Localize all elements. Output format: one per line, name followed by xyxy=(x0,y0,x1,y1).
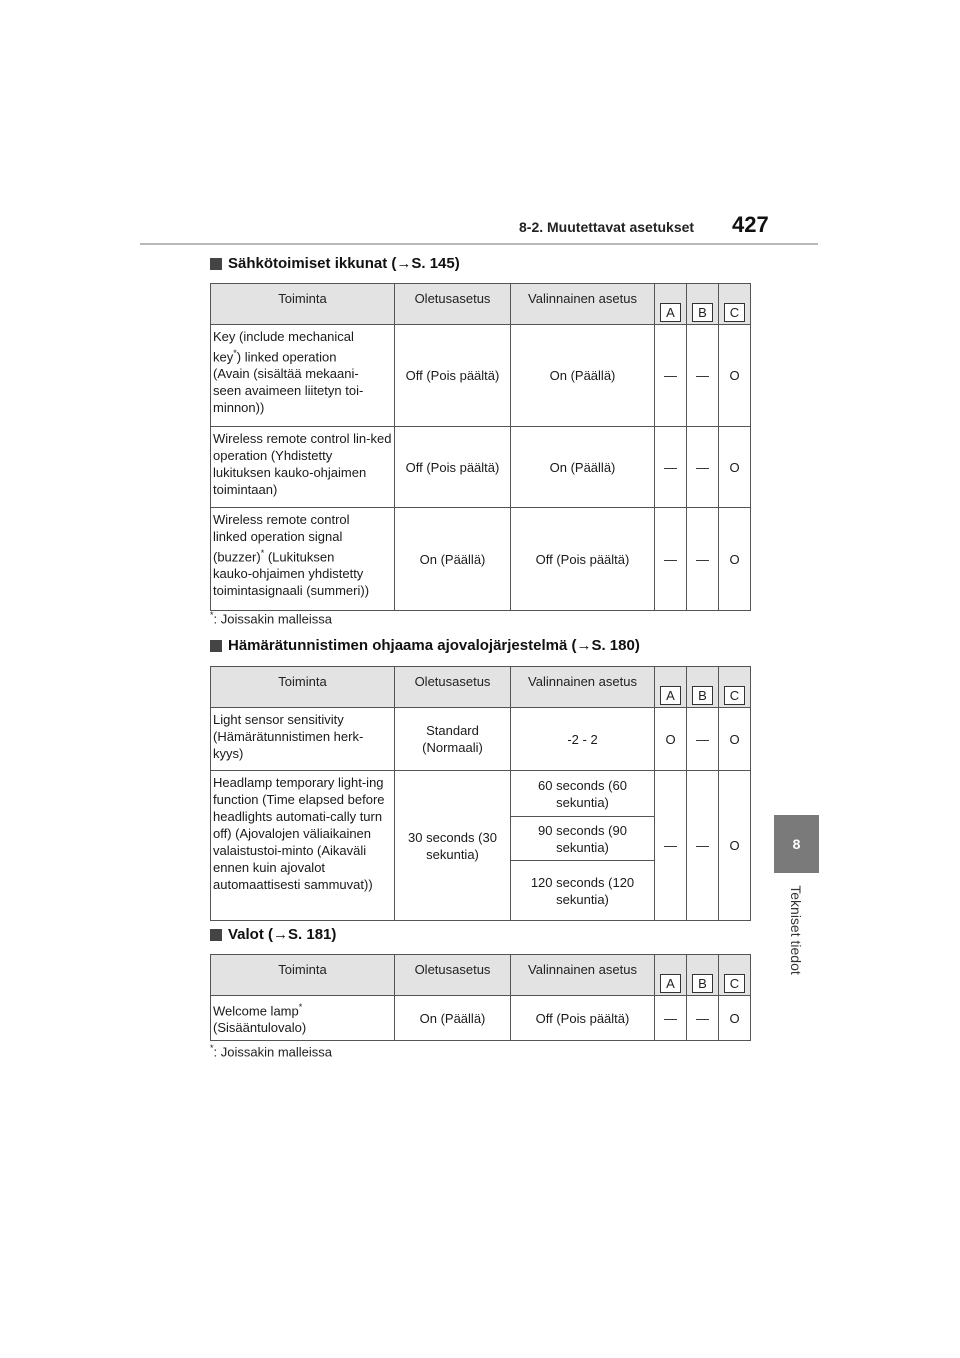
function-text: Wireless remote control xyxy=(213,512,350,527)
letter-a-badge: A xyxy=(660,974,681,993)
optional-cell: On (Päällä) xyxy=(511,427,655,508)
settings-table-power-windows xyxy=(210,283,751,611)
footnote xyxy=(210,1043,332,1059)
default-cell: Off (Pois päältä) xyxy=(395,325,511,427)
function-cell: Light sensor sensitivity (Hämärätunnistimen herk-kyys) xyxy=(211,708,395,771)
section-title-power-windows xyxy=(210,255,460,272)
col-header-b xyxy=(687,955,719,996)
function-cell xyxy=(211,325,395,427)
section-title-text: Hämärätunnistimen ohjaama ajovalojärjestelmä (→S. 180) xyxy=(228,637,640,654)
settings-table-light-sensor xyxy=(210,666,751,921)
letter-b-badge: B xyxy=(692,686,713,705)
col-header-function: Toiminta xyxy=(211,284,395,325)
footnote-marker: * xyxy=(233,348,237,358)
b-cell: — xyxy=(687,996,719,1041)
table-header-row xyxy=(211,667,751,708)
function-text: (Lukituksen xyxy=(264,549,335,565)
function-cell xyxy=(211,996,395,1041)
table-row xyxy=(211,996,751,1041)
col-header-a xyxy=(655,955,687,996)
col-header-c xyxy=(719,667,751,708)
col-header-b xyxy=(687,284,719,325)
table-row xyxy=(211,771,751,817)
header-divider xyxy=(140,243,818,245)
table-row xyxy=(211,427,751,508)
c-cell: O xyxy=(719,771,751,921)
settings-table-lights xyxy=(210,954,751,1041)
letter-a-badge: A xyxy=(660,303,681,322)
a-cell: O xyxy=(655,708,687,771)
table-row xyxy=(211,508,751,611)
optional-cell: 90 seconds (90 sekuntia) xyxy=(511,817,655,861)
b-cell: — xyxy=(687,508,719,611)
square-bullet-icon xyxy=(210,929,222,941)
function-text: Key (include mechanical xyxy=(213,329,354,344)
a-cell: — xyxy=(655,996,687,1041)
b-cell: — xyxy=(687,427,719,508)
chapter-heading: 8-2. Muutettavat asetukset xyxy=(519,219,695,235)
col-header-c xyxy=(719,955,751,996)
function-text: ) linked operation xyxy=(236,349,337,365)
c-cell: O xyxy=(719,996,751,1041)
b-cell: — xyxy=(687,708,719,771)
default-cell: 30 seconds (30 sekuntia) xyxy=(395,771,511,921)
function-text: minnon)) xyxy=(213,400,265,416)
col-header-default: Oletusasetus xyxy=(395,667,511,708)
letter-c-badge: C xyxy=(724,303,745,322)
function-cell: Wireless remote control lin-ked operation (Yhdistetty lukituksen kauko-ohjaimen toimintaan) xyxy=(211,427,395,508)
col-header-optional: Valinnainen asetus xyxy=(511,667,655,708)
b-cell: — xyxy=(687,771,719,921)
letter-a-badge: A xyxy=(660,686,681,705)
a-cell: — xyxy=(655,771,687,921)
section-title-text: Sähkötoimiset ikkunat (→S. 145) xyxy=(228,255,460,272)
a-cell: — xyxy=(655,427,687,508)
square-bullet-icon xyxy=(210,258,222,270)
a-cell: — xyxy=(655,508,687,611)
c-cell: O xyxy=(719,508,751,611)
function-text: toimintasignaali (summeri)) xyxy=(213,583,370,599)
footnote-text: : Joissakin malleissa xyxy=(213,611,333,627)
footnote-marker: * xyxy=(298,1002,303,1012)
section-title-light-sensor xyxy=(210,637,640,654)
b-cell: — xyxy=(687,325,719,427)
col-header-function: Toiminta xyxy=(211,667,395,708)
footnote-marker: * xyxy=(210,1043,214,1053)
col-header-optional: Valinnainen asetus xyxy=(511,955,655,996)
function-text: (Sisääntulovalo) xyxy=(213,1020,307,1036)
col-header-b xyxy=(687,667,719,708)
table-row xyxy=(211,325,751,427)
page-number: 427 xyxy=(732,212,769,237)
letter-b-badge: B xyxy=(692,303,713,322)
letter-b-badge: B xyxy=(692,974,713,993)
optional-cell: On (Päällä) xyxy=(511,325,655,427)
function-text: (Avain (sisältää mekaani- xyxy=(213,366,359,382)
table-header-row xyxy=(211,284,751,325)
optional-cell: 120 seconds (120 sekuntia) xyxy=(511,861,655,921)
col-header-a xyxy=(655,284,687,325)
col-header-default: Oletusasetus xyxy=(395,955,511,996)
chapter-side-title: Tekniset tiedot xyxy=(788,885,804,975)
footnote xyxy=(210,610,332,626)
col-header-function: Toiminta xyxy=(211,955,395,996)
optional-cell: -2 - 2 xyxy=(511,708,655,771)
letter-c-badge: C xyxy=(724,974,745,993)
table-row xyxy=(211,708,751,771)
section-title-lights xyxy=(210,926,336,943)
default-cell: On (Päällä) xyxy=(395,996,511,1041)
function-cell: Headlamp temporary light-ing function (Time elapsed before headlights automati-cally turn off) (Ajovalojen väliaikainen valaistustoi-minto (Aikaväli ennen kuin ajovalot automaattisesti sammuvat)) xyxy=(211,771,395,921)
function-text: Welcome lamp xyxy=(213,1003,299,1019)
default-cell: On (Päällä) xyxy=(395,508,511,611)
function-cell xyxy=(211,508,395,611)
optional-cell: Off (Pois päältä) xyxy=(511,996,655,1041)
function-text: key xyxy=(213,349,234,365)
table-header-row xyxy=(211,955,751,996)
c-cell: O xyxy=(719,708,751,771)
function-text: linked operation signal xyxy=(213,529,343,544)
footnote-marker: * xyxy=(260,548,265,558)
col-header-optional: Valinnainen asetus xyxy=(511,284,655,325)
default-cell: Standard (Normaali) xyxy=(395,708,511,771)
function-text: kauko-ohjaimen yhdistetty xyxy=(213,566,364,582)
col-header-a xyxy=(655,667,687,708)
square-bullet-icon xyxy=(210,640,222,652)
letter-c-badge: C xyxy=(724,686,745,705)
chapter-tab[interactable]: 8 xyxy=(774,815,819,873)
col-header-c xyxy=(719,284,751,325)
section-title-text: Valot (→S. 181) xyxy=(228,926,337,943)
function-text: seen avaimeen liitetyn toi- xyxy=(213,383,364,399)
default-cell: Off (Pois päältä) xyxy=(395,427,511,508)
footnote-marker: * xyxy=(210,610,214,620)
c-cell: O xyxy=(719,325,751,427)
optional-cell: 60 seconds (60 sekuntia) xyxy=(511,771,655,817)
footnote-text: : Joissakin malleissa xyxy=(213,1044,333,1060)
function-text: (buzzer) xyxy=(213,549,261,565)
a-cell: — xyxy=(655,325,687,427)
c-cell: O xyxy=(719,427,751,508)
col-header-default: Oletusasetus xyxy=(395,284,511,325)
optional-cell: Off (Pois päältä) xyxy=(511,508,655,611)
